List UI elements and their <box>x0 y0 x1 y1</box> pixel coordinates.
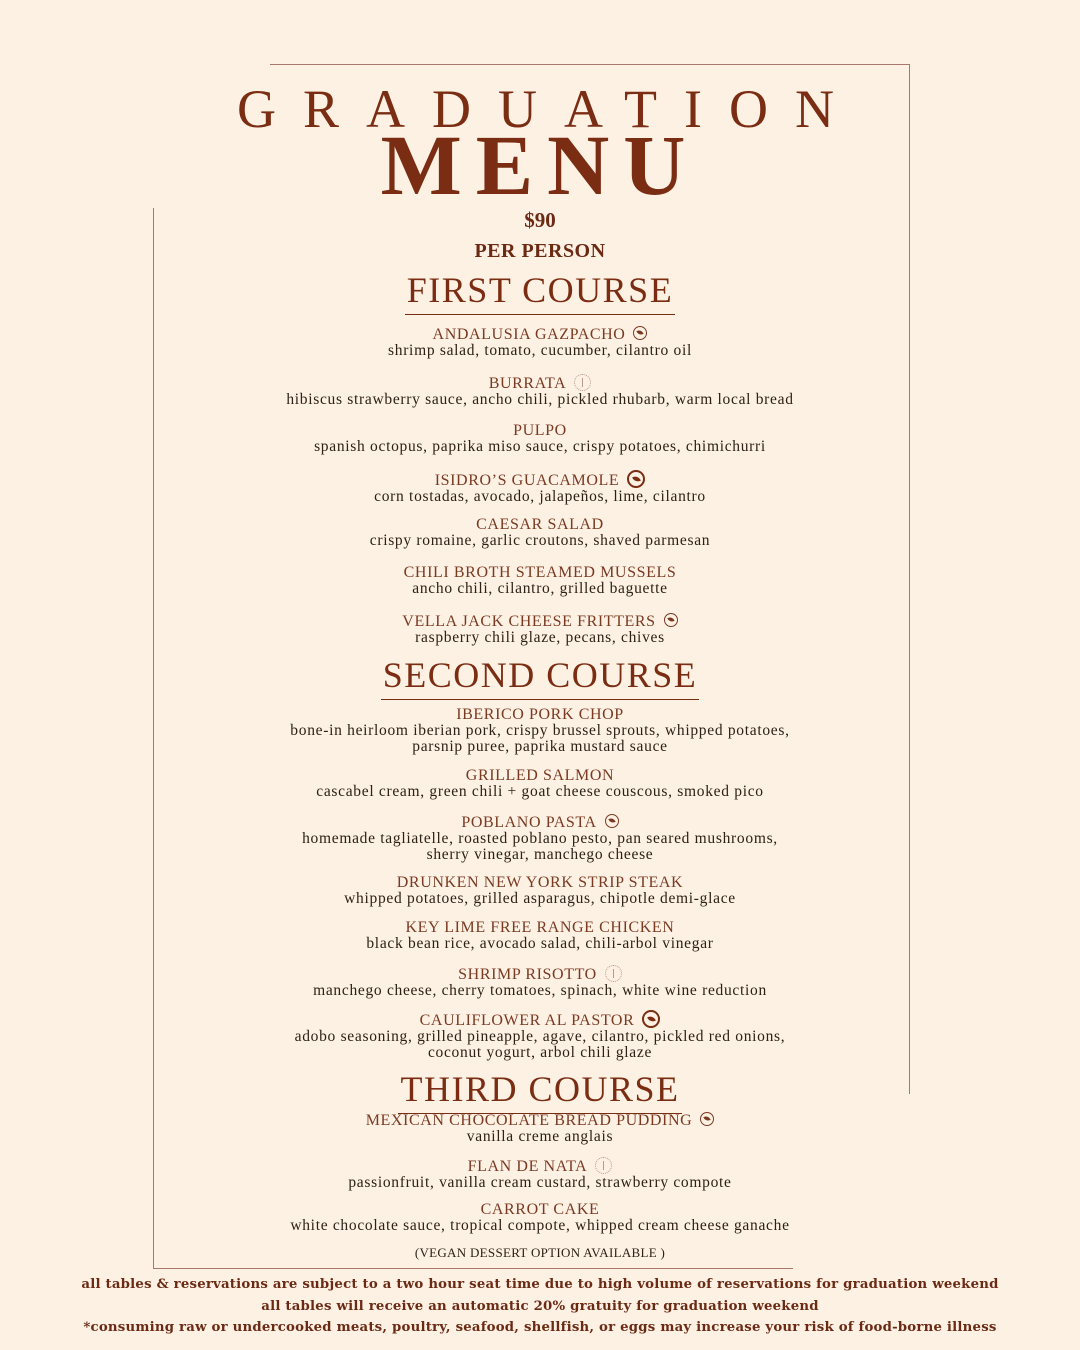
course-title: SECOND COURSE <box>381 657 700 700</box>
menu-item <box>0 423 1080 455</box>
course-heading-second <box>0 657 1080 700</box>
menu-item <box>0 920 1080 952</box>
wheat-icon <box>595 1157 612 1174</box>
frame-line-bottom <box>153 1268 793 1269</box>
menu-item <box>0 768 1080 800</box>
wheat-icon <box>605 965 622 982</box>
leaf-icon <box>664 613 678 627</box>
item-description: sherry vinegar, manchego cheese <box>426 845 654 863</box>
footer-note-seat-time: all tables & reservations are subject to a two hour seat time due to high volume of reservations for graduation weekend <box>81 1277 999 1292</box>
vegan-dessert-note: (VEGAN DESSERT OPTION AVAILABLE ) <box>414 1245 666 1260</box>
title-graduation: GRADUATION <box>237 79 861 139</box>
item-description: vanilla creme anglais <box>466 1128 614 1145</box>
menu-item <box>0 374 1080 408</box>
item-name: CAESAR SALAD <box>476 516 604 533</box>
item-description: cascabel cream, green chili + goat cheese couscous, smoked pico <box>316 783 764 800</box>
item-name: KEY LIME FREE RANGE CHICKEN <box>405 919 675 936</box>
item-description: black bean rice, avocado salad, chili-arbol vinegar <box>366 935 714 952</box>
vegan-leaf-icon <box>642 1010 660 1028</box>
item-description: bone-in heirloom iberian pork, crispy brussel sprouts, whipped potatoes, <box>290 722 790 739</box>
item-name: ISIDRO’S GUACAMOLE <box>434 472 620 489</box>
footer-note-gratuity: all tables will receive an automatic 20% gratuity for graduation weekend <box>261 1299 819 1314</box>
item-description: homemade tagliatelle, roasted poblano pesto, pan seared mushrooms, <box>302 830 778 847</box>
title-menu: MENU <box>380 117 700 213</box>
item-name: FLAN DE NATA <box>467 1158 588 1175</box>
item-description: adobo seasoning, grilled pineapple, agave, cilantro, pickled red onions, <box>294 1028 786 1045</box>
item-name: CHILI BROTH STEAMED MUSSELS <box>403 564 677 581</box>
menu-item <box>0 965 1080 999</box>
item-name: PULPO <box>513 422 567 439</box>
item-description: manchego cheese, cherry tomatoes, spinach, white wine reduction <box>313 982 767 999</box>
item-name: DRUNKEN NEW YORK STRIP STEAK <box>396 874 684 891</box>
item-name: CAULIFLOWER AL PASTOR <box>419 1012 635 1029</box>
menu-item <box>0 875 1080 907</box>
menu-item <box>0 707 1080 754</box>
menu-item <box>0 1112 1080 1145</box>
course-heading-first <box>0 272 1080 315</box>
item-description: crispy romaine, garlic croutons, shaved parmesan <box>369 532 711 549</box>
leaf-icon <box>633 326 647 340</box>
menu-item <box>0 470 1080 505</box>
item-name: CARROT CAKE <box>480 1201 600 1218</box>
item-description: whipped potatoes, grilled asparagus, chipotle demi-glace <box>344 890 736 907</box>
leaf-icon <box>605 814 619 828</box>
leaf-icon <box>700 1112 714 1126</box>
item-description: passionfruit, vanilla cream custard, strawberry compote <box>348 1174 732 1191</box>
item-name: POBLANO PASTA <box>461 814 597 831</box>
menu-item <box>0 1010 1080 1060</box>
item-name: ANDALUSIA GAZPACHO <box>432 326 626 343</box>
course-title: THIRD COURSE <box>398 1071 681 1114</box>
item-description: hibiscus strawberry sauce, ancho chili, pickled rhubarb, warm local bread <box>286 391 794 408</box>
item-description: ancho chili, cilantro, grilled baguette <box>412 580 668 597</box>
frame-line-top <box>270 64 910 65</box>
price: $90 <box>524 208 556 232</box>
item-description: parsnip puree, paprika mustard sauce <box>412 737 668 755</box>
wheat-icon <box>574 374 591 391</box>
menu-item <box>0 613 1080 646</box>
menu-item <box>0 814 1080 862</box>
footer-note-health-warning: *consuming raw or undercooked meats, poultry, seafood, shellfish, or eggs may increase your risk of food-borne illness <box>83 1320 997 1335</box>
item-description: corn tostadas, avocado, jalapeños, lime, cilantro <box>374 488 706 505</box>
course-heading-third <box>0 1071 1080 1114</box>
item-name: VELLA JACK CHEESE FRITTERS <box>402 613 656 630</box>
item-name: GRILLED SALMON <box>465 767 615 784</box>
menu-item <box>0 326 1080 359</box>
course-title: FIRST COURSE <box>405 272 675 315</box>
menu-item <box>0 1157 1080 1191</box>
item-description: spanish octopus, paprika miso sauce, crispy potatoes, chimichurri <box>314 438 766 455</box>
menu-item <box>0 517 1080 549</box>
item-description: shrimp salad, tomato, cucumber, cilantro oil <box>388 342 692 359</box>
item-description: coconut yogurt, arbol chili glaze <box>427 1043 653 1061</box>
per-person-label: PER PERSON <box>474 240 606 262</box>
item-description: raspberry chili glaze, pecans, chives <box>415 629 665 646</box>
item-name: IBERICO PORK CHOP <box>456 706 624 723</box>
menu-item <box>0 1202 1080 1234</box>
item-name: BURRATA <box>488 375 567 392</box>
menu-item <box>0 565 1080 597</box>
item-name: MEXICAN CHOCOLATE BREAD PUDDING <box>365 1112 693 1129</box>
vegan-leaf-icon <box>627 470 645 488</box>
item-name: SHRIMP RISOTTO <box>458 966 597 983</box>
item-description: white chocolate sauce, tropical compote, whipped cream cheese ganache <box>290 1217 790 1234</box>
